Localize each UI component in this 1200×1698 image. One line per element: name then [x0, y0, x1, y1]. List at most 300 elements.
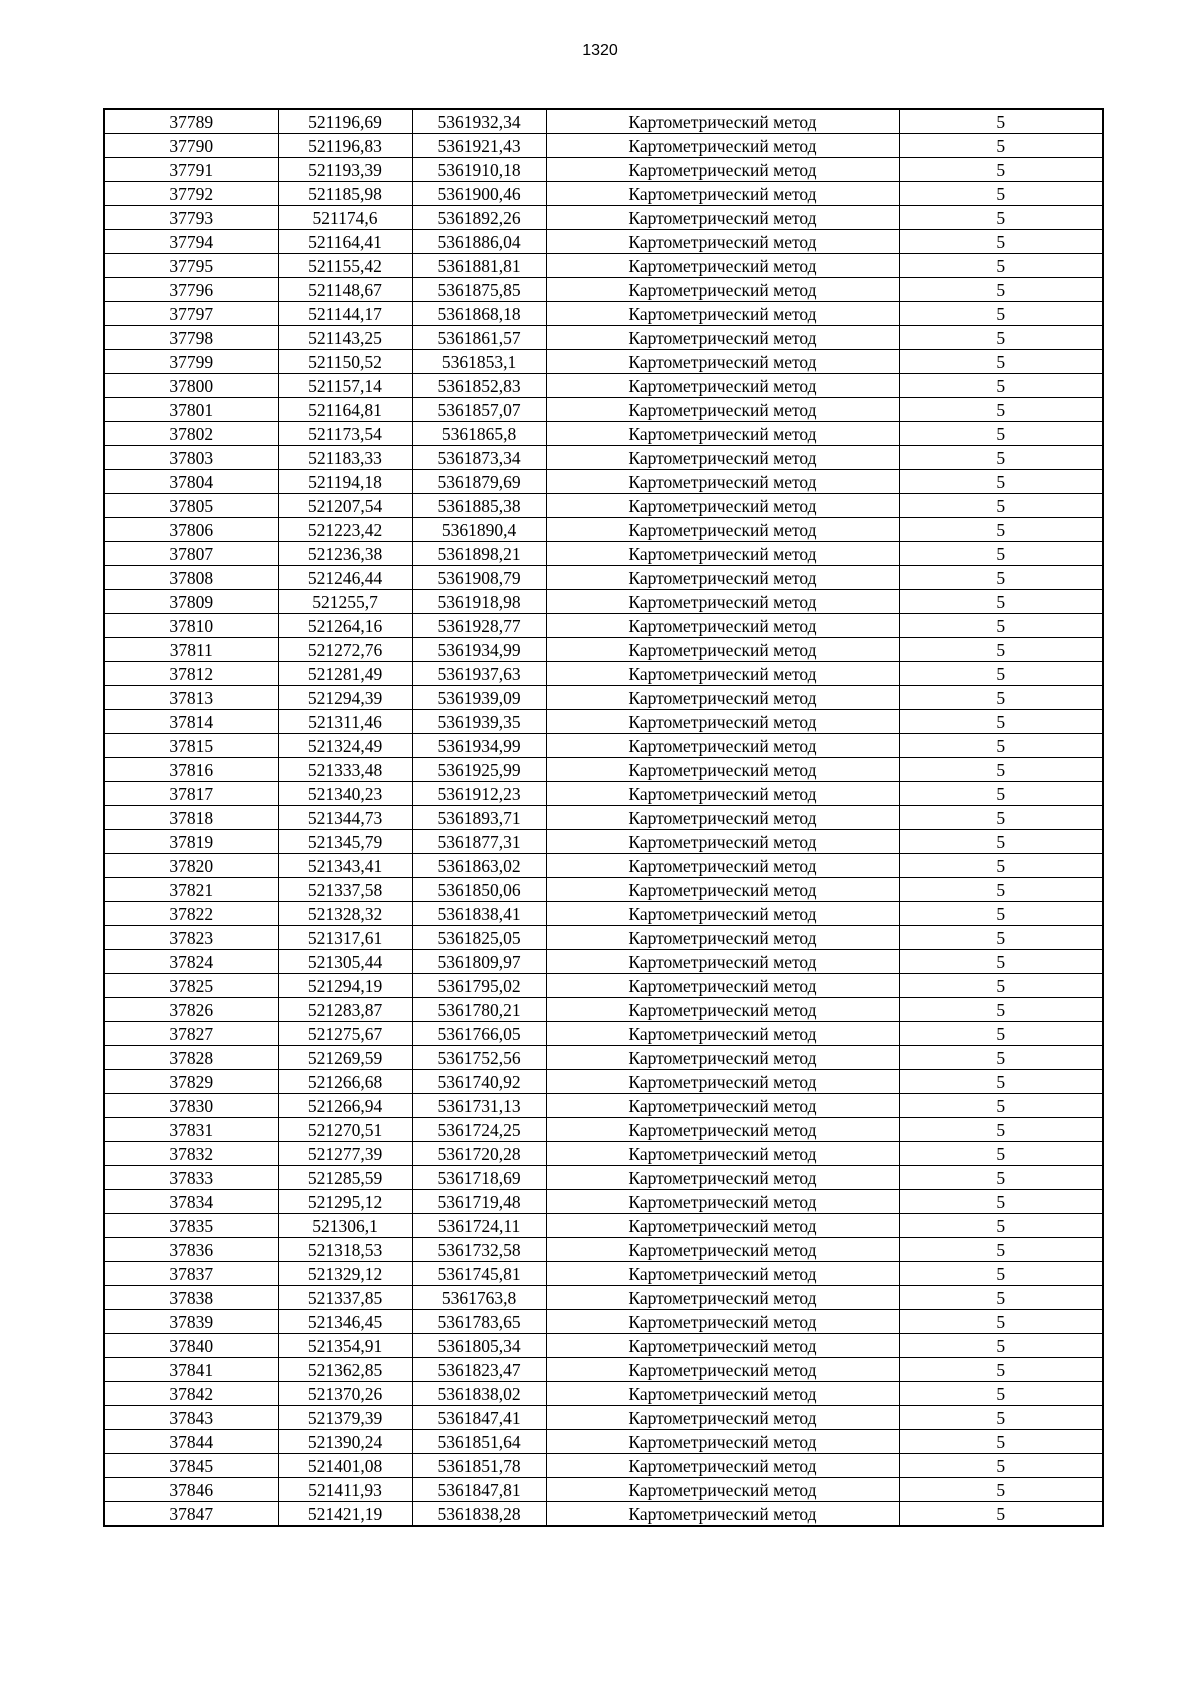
table-row	[104, 1190, 1103, 1214]
x-coordinate-cell: 521283,87	[278, 998, 412, 1022]
x-coordinate-cell: 521193,39	[278, 158, 412, 182]
table-row	[104, 422, 1103, 446]
accuracy-cell: 5	[899, 1406, 1103, 1430]
table-row	[104, 974, 1103, 998]
accuracy-cell: 5	[899, 326, 1103, 350]
method-cell: Картометрический метод	[546, 1358, 899, 1382]
point-number-cell: 37845	[104, 1454, 278, 1478]
accuracy-cell: 5	[899, 974, 1103, 998]
method-cell: Картометрический метод	[546, 710, 899, 734]
point-number-cell: 37791	[104, 158, 278, 182]
y-coordinate-cell: 5361928,77	[412, 614, 546, 638]
table-row	[104, 1142, 1103, 1166]
x-coordinate-cell: 521285,59	[278, 1166, 412, 1190]
x-coordinate-cell: 521411,93	[278, 1478, 412, 1502]
point-number-cell: 37843	[104, 1406, 278, 1430]
method-cell: Картометрический метод	[546, 638, 899, 662]
y-coordinate-cell: 5361732,58	[412, 1238, 546, 1262]
method-cell: Картометрический метод	[546, 782, 899, 806]
method-cell: Картометрический метод	[546, 1262, 899, 1286]
point-number-cell: 37814	[104, 710, 278, 734]
table-row	[104, 1046, 1103, 1070]
point-number-cell: 37802	[104, 422, 278, 446]
point-number-cell: 37829	[104, 1070, 278, 1094]
accuracy-cell: 5	[899, 854, 1103, 878]
table-row	[104, 1022, 1103, 1046]
point-number-cell: 37826	[104, 998, 278, 1022]
method-cell: Картометрический метод	[546, 998, 899, 1022]
method-cell: Картометрический метод	[546, 1310, 899, 1334]
method-cell: Картометрический метод	[546, 109, 899, 134]
accuracy-cell: 5	[899, 1094, 1103, 1118]
method-cell: Картометрический метод	[546, 422, 899, 446]
method-cell: Картометрический метод	[546, 158, 899, 182]
method-cell: Картометрический метод	[546, 206, 899, 230]
method-cell: Картометрический метод	[546, 494, 899, 518]
table-row	[104, 590, 1103, 614]
y-coordinate-cell: 5361731,13	[412, 1094, 546, 1118]
point-number-cell: 37840	[104, 1334, 278, 1358]
method-cell: Картометрический метод	[546, 1214, 899, 1238]
y-coordinate-cell: 5361893,71	[412, 806, 546, 830]
point-number-cell: 37793	[104, 206, 278, 230]
method-cell: Картометрический метод	[546, 1142, 899, 1166]
accuracy-cell: 5	[899, 1286, 1103, 1310]
method-cell: Картометрический метод	[546, 470, 899, 494]
y-coordinate-cell: 5361912,23	[412, 782, 546, 806]
point-number-cell: 37796	[104, 278, 278, 302]
y-coordinate-cell: 5361805,34	[412, 1334, 546, 1358]
point-number-cell: 37803	[104, 446, 278, 470]
point-number-cell: 37830	[104, 1094, 278, 1118]
point-number-cell: 37818	[104, 806, 278, 830]
y-coordinate-cell: 5361868,18	[412, 302, 546, 326]
accuracy-cell: 5	[899, 1334, 1103, 1358]
y-coordinate-cell: 5361886,04	[412, 230, 546, 254]
y-coordinate-cell: 5361863,02	[412, 854, 546, 878]
method-cell: Картометрический метод	[546, 1190, 899, 1214]
y-coordinate-cell: 5361825,05	[412, 926, 546, 950]
point-number-cell: 37808	[104, 566, 278, 590]
x-coordinate-cell: 521344,73	[278, 806, 412, 830]
method-cell: Картометрический метод	[546, 1286, 899, 1310]
point-number-cell: 37804	[104, 470, 278, 494]
table-row	[104, 1478, 1103, 1502]
point-number-cell: 37812	[104, 662, 278, 686]
y-coordinate-cell: 5361900,46	[412, 182, 546, 206]
y-coordinate-cell: 5361873,34	[412, 446, 546, 470]
point-number-cell: 37836	[104, 1238, 278, 1262]
method-cell: Картометрический метод	[546, 182, 899, 206]
accuracy-cell: 5	[899, 518, 1103, 542]
method-cell: Картометрический метод	[546, 350, 899, 374]
point-number-cell: 37828	[104, 1046, 278, 1070]
accuracy-cell: 5	[899, 1454, 1103, 1478]
y-coordinate-cell: 5361885,38	[412, 494, 546, 518]
point-number-cell: 37817	[104, 782, 278, 806]
y-coordinate-cell: 5361857,07	[412, 398, 546, 422]
accuracy-cell: 5	[899, 134, 1103, 158]
x-coordinate-cell: 521255,7	[278, 590, 412, 614]
y-coordinate-cell: 5361937,63	[412, 662, 546, 686]
accuracy-cell: 5	[899, 1190, 1103, 1214]
y-coordinate-cell: 5361823,47	[412, 1358, 546, 1382]
y-coordinate-cell: 5361875,85	[412, 278, 546, 302]
y-coordinate-cell: 5361918,98	[412, 590, 546, 614]
y-coordinate-cell: 5361838,02	[412, 1382, 546, 1406]
x-coordinate-cell: 521401,08	[278, 1454, 412, 1478]
table-row	[104, 1454, 1103, 1478]
table-row	[104, 1238, 1103, 1262]
x-coordinate-cell: 521155,42	[278, 254, 412, 278]
point-number-cell: 37816	[104, 758, 278, 782]
method-cell: Картометрический метод	[546, 542, 899, 566]
point-number-cell: 37811	[104, 638, 278, 662]
table-row	[104, 950, 1103, 974]
point-number-cell: 37801	[104, 398, 278, 422]
y-coordinate-cell: 5361847,41	[412, 1406, 546, 1430]
x-coordinate-cell: 521236,38	[278, 542, 412, 566]
y-coordinate-cell: 5361795,02	[412, 974, 546, 998]
accuracy-cell: 5	[899, 494, 1103, 518]
table-row	[104, 878, 1103, 902]
x-coordinate-cell: 521354,91	[278, 1334, 412, 1358]
table-row	[104, 350, 1103, 374]
x-coordinate-cell: 521337,85	[278, 1286, 412, 1310]
point-number-cell: 37838	[104, 1286, 278, 1310]
accuracy-cell: 5	[899, 1214, 1103, 1238]
x-coordinate-cell: 521333,48	[278, 758, 412, 782]
accuracy-cell: 5	[899, 1382, 1103, 1406]
point-number-cell: 37832	[104, 1142, 278, 1166]
table-row	[104, 158, 1103, 182]
y-coordinate-cell: 5361921,43	[412, 134, 546, 158]
method-cell: Картометрический метод	[546, 302, 899, 326]
accuracy-cell: 5	[899, 1022, 1103, 1046]
x-coordinate-cell: 521183,33	[278, 446, 412, 470]
table-row	[104, 1070, 1103, 1094]
accuracy-cell: 5	[899, 782, 1103, 806]
accuracy-cell: 5	[899, 686, 1103, 710]
method-cell: Картометрический метод	[546, 566, 899, 590]
x-coordinate-cell: 521362,85	[278, 1358, 412, 1382]
table-row	[104, 758, 1103, 782]
table-row	[104, 1430, 1103, 1454]
point-number-cell: 37792	[104, 182, 278, 206]
accuracy-cell: 5	[899, 1502, 1103, 1527]
x-coordinate-cell: 521324,49	[278, 734, 412, 758]
point-number-cell: 37810	[104, 614, 278, 638]
y-coordinate-cell: 5361934,99	[412, 638, 546, 662]
point-number-cell: 37806	[104, 518, 278, 542]
method-cell: Картометрический метод	[546, 1406, 899, 1430]
method-cell: Картометрический метод	[546, 902, 899, 926]
method-cell: Картометрический метод	[546, 1430, 899, 1454]
x-coordinate-cell: 521207,54	[278, 494, 412, 518]
x-coordinate-cell: 521223,42	[278, 518, 412, 542]
method-cell: Картометрический метод	[546, 758, 899, 782]
x-coordinate-cell: 521306,1	[278, 1214, 412, 1238]
accuracy-cell: 5	[899, 302, 1103, 326]
y-coordinate-cell: 5361851,64	[412, 1430, 546, 1454]
method-cell: Картометрический метод	[546, 830, 899, 854]
method-cell: Картометрический метод	[546, 518, 899, 542]
table-row	[104, 374, 1103, 398]
y-coordinate-cell: 5361910,18	[412, 158, 546, 182]
x-coordinate-cell: 521421,19	[278, 1502, 412, 1527]
method-cell: Картометрический метод	[546, 1166, 899, 1190]
accuracy-cell: 5	[899, 1046, 1103, 1070]
point-number-cell: 37798	[104, 326, 278, 350]
accuracy-cell: 5	[899, 398, 1103, 422]
accuracy-cell: 5	[899, 878, 1103, 902]
point-number-cell: 37841	[104, 1358, 278, 1382]
x-coordinate-cell: 521294,19	[278, 974, 412, 998]
point-number-cell: 37800	[104, 374, 278, 398]
x-coordinate-cell: 521295,12	[278, 1190, 412, 1214]
method-cell: Картометрический метод	[546, 1454, 899, 1478]
table-row	[104, 1502, 1103, 1527]
table-row	[104, 1310, 1103, 1334]
table-row	[104, 734, 1103, 758]
y-coordinate-cell: 5361879,69	[412, 470, 546, 494]
y-coordinate-cell: 5361853,1	[412, 350, 546, 374]
y-coordinate-cell: 5361809,97	[412, 950, 546, 974]
accuracy-cell: 5	[899, 1430, 1103, 1454]
y-coordinate-cell: 5361890,4	[412, 518, 546, 542]
x-coordinate-cell: 521264,16	[278, 614, 412, 638]
accuracy-cell: 5	[899, 758, 1103, 782]
x-coordinate-cell: 521266,68	[278, 1070, 412, 1094]
method-cell: Картометрический метод	[546, 1022, 899, 1046]
method-cell: Картометрический метод	[546, 590, 899, 614]
table-row	[104, 614, 1103, 638]
table-row	[104, 470, 1103, 494]
table-row	[104, 1214, 1103, 1238]
method-cell: Картометрический метод	[546, 134, 899, 158]
accuracy-cell: 5	[899, 446, 1103, 470]
y-coordinate-cell: 5361908,79	[412, 566, 546, 590]
method-cell: Картометрический метод	[546, 1238, 899, 1262]
x-coordinate-cell: 521150,52	[278, 350, 412, 374]
accuracy-cell: 5	[899, 830, 1103, 854]
y-coordinate-cell: 5361838,41	[412, 902, 546, 926]
x-coordinate-cell: 521329,12	[278, 1262, 412, 1286]
x-coordinate-cell: 521343,41	[278, 854, 412, 878]
point-number-cell: 37819	[104, 830, 278, 854]
table-row	[104, 182, 1103, 206]
method-cell: Картометрический метод	[546, 254, 899, 278]
point-number-cell: 37847	[104, 1502, 278, 1527]
point-number-cell: 37833	[104, 1166, 278, 1190]
y-coordinate-cell: 5361850,06	[412, 878, 546, 902]
accuracy-cell: 5	[899, 662, 1103, 686]
point-number-cell: 37824	[104, 950, 278, 974]
accuracy-cell: 5	[899, 1358, 1103, 1382]
x-coordinate-cell: 521164,81	[278, 398, 412, 422]
point-number-cell: 37825	[104, 974, 278, 998]
y-coordinate-cell: 5361752,56	[412, 1046, 546, 1070]
table-row	[104, 326, 1103, 350]
y-coordinate-cell: 5361766,05	[412, 1022, 546, 1046]
y-coordinate-cell: 5361780,21	[412, 998, 546, 1022]
table-row	[104, 638, 1103, 662]
x-coordinate-cell: 521345,79	[278, 830, 412, 854]
accuracy-cell: 5	[899, 422, 1103, 446]
x-coordinate-cell: 521317,61	[278, 926, 412, 950]
accuracy-cell: 5	[899, 1238, 1103, 1262]
accuracy-cell: 5	[899, 638, 1103, 662]
y-coordinate-cell: 5361877,31	[412, 830, 546, 854]
x-coordinate-cell: 521196,69	[278, 109, 412, 134]
coordinates-table-body	[104, 109, 1103, 1526]
x-coordinate-cell: 521328,32	[278, 902, 412, 926]
x-coordinate-cell: 521157,14	[278, 374, 412, 398]
accuracy-cell: 5	[899, 710, 1103, 734]
method-cell: Картометрический метод	[546, 1502, 899, 1527]
method-cell: Картометрический метод	[546, 230, 899, 254]
y-coordinate-cell: 5361934,99	[412, 734, 546, 758]
x-coordinate-cell: 521246,44	[278, 566, 412, 590]
table-row	[104, 854, 1103, 878]
x-coordinate-cell: 521173,54	[278, 422, 412, 446]
method-cell: Картометрический метод	[546, 1334, 899, 1358]
table-row	[104, 566, 1103, 590]
accuracy-cell: 5	[899, 998, 1103, 1022]
x-coordinate-cell: 521318,53	[278, 1238, 412, 1262]
point-number-cell: 37823	[104, 926, 278, 950]
x-coordinate-cell: 521337,58	[278, 878, 412, 902]
table-row	[104, 1382, 1103, 1406]
table-row	[104, 926, 1103, 950]
point-number-cell: 37789	[104, 109, 278, 134]
y-coordinate-cell: 5361724,25	[412, 1118, 546, 1142]
table-row	[104, 1166, 1103, 1190]
point-number-cell: 37834	[104, 1190, 278, 1214]
y-coordinate-cell: 5361865,8	[412, 422, 546, 446]
x-coordinate-cell: 521277,39	[278, 1142, 412, 1166]
accuracy-cell: 5	[899, 182, 1103, 206]
accuracy-cell: 5	[899, 278, 1103, 302]
point-number-cell: 37795	[104, 254, 278, 278]
x-coordinate-cell: 521143,25	[278, 326, 412, 350]
x-coordinate-cell: 521174,6	[278, 206, 412, 230]
method-cell: Картометрический метод	[546, 950, 899, 974]
x-coordinate-cell: 521390,24	[278, 1430, 412, 1454]
page-number: 1320	[582, 42, 618, 59]
point-number-cell: 37794	[104, 230, 278, 254]
table-row	[104, 278, 1103, 302]
x-coordinate-cell: 521346,45	[278, 1310, 412, 1334]
method-cell: Картометрический метод	[546, 1070, 899, 1094]
accuracy-cell: 5	[899, 806, 1103, 830]
table-row	[104, 134, 1103, 158]
method-cell: Картометрический метод	[546, 1094, 899, 1118]
y-coordinate-cell: 5361719,48	[412, 1190, 546, 1214]
point-number-cell: 37844	[104, 1430, 278, 1454]
y-coordinate-cell: 5361724,11	[412, 1214, 546, 1238]
accuracy-cell: 5	[899, 206, 1103, 230]
point-number-cell: 37839	[104, 1310, 278, 1334]
x-coordinate-cell: 521311,46	[278, 710, 412, 734]
x-coordinate-cell: 521196,83	[278, 134, 412, 158]
y-coordinate-cell: 5361720,28	[412, 1142, 546, 1166]
method-cell: Картометрический метод	[546, 974, 899, 998]
table-row	[104, 542, 1103, 566]
point-number-cell: 37842	[104, 1382, 278, 1406]
x-coordinate-cell: 521370,26	[278, 1382, 412, 1406]
x-coordinate-cell: 521185,98	[278, 182, 412, 206]
method-cell: Картометрический метод	[546, 854, 899, 878]
y-coordinate-cell: 5361740,92	[412, 1070, 546, 1094]
x-coordinate-cell: 521305,44	[278, 950, 412, 974]
table-row	[104, 998, 1103, 1022]
point-number-cell: 37807	[104, 542, 278, 566]
table-row	[104, 806, 1103, 830]
table-row	[104, 710, 1103, 734]
point-number-cell: 37805	[104, 494, 278, 518]
accuracy-cell: 5	[899, 542, 1103, 566]
table-row	[104, 446, 1103, 470]
accuracy-cell: 5	[899, 1070, 1103, 1094]
point-number-cell: 37797	[104, 302, 278, 326]
y-coordinate-cell: 5361847,81	[412, 1478, 546, 1502]
method-cell: Картометрический метод	[546, 1118, 899, 1142]
accuracy-cell: 5	[899, 1478, 1103, 1502]
accuracy-cell: 5	[899, 109, 1103, 134]
accuracy-cell: 5	[899, 230, 1103, 254]
y-coordinate-cell: 5361898,21	[412, 542, 546, 566]
table-row	[104, 254, 1103, 278]
x-coordinate-cell: 521144,17	[278, 302, 412, 326]
accuracy-cell: 5	[899, 926, 1103, 950]
table-row	[104, 518, 1103, 542]
method-cell: Картометрический метод	[546, 662, 899, 686]
x-coordinate-cell: 521272,76	[278, 638, 412, 662]
point-number-cell: 37837	[104, 1262, 278, 1286]
method-cell: Картометрический метод	[546, 926, 899, 950]
x-coordinate-cell: 521266,94	[278, 1094, 412, 1118]
point-number-cell: 37813	[104, 686, 278, 710]
y-coordinate-cell: 5361939,35	[412, 710, 546, 734]
method-cell: Картометрический метод	[546, 686, 899, 710]
point-number-cell: 37822	[104, 902, 278, 926]
method-cell: Картометрический метод	[546, 446, 899, 470]
point-number-cell: 37815	[104, 734, 278, 758]
point-number-cell: 37827	[104, 1022, 278, 1046]
point-number-cell: 37835	[104, 1214, 278, 1238]
table-row	[104, 1334, 1103, 1358]
point-number-cell: 37821	[104, 878, 278, 902]
table-row	[104, 1094, 1103, 1118]
x-coordinate-cell: 521164,41	[278, 230, 412, 254]
accuracy-cell: 5	[899, 1310, 1103, 1334]
x-coordinate-cell: 521281,49	[278, 662, 412, 686]
method-cell: Картометрический метод	[546, 278, 899, 302]
x-coordinate-cell: 521294,39	[278, 686, 412, 710]
accuracy-cell: 5	[899, 254, 1103, 278]
table-row	[104, 398, 1103, 422]
y-coordinate-cell: 5361925,99	[412, 758, 546, 782]
point-number-cell: 37790	[104, 134, 278, 158]
point-number-cell: 37809	[104, 590, 278, 614]
point-number-cell: 37820	[104, 854, 278, 878]
accuracy-cell: 5	[899, 1142, 1103, 1166]
y-coordinate-cell: 5361881,81	[412, 254, 546, 278]
y-coordinate-cell: 5361851,78	[412, 1454, 546, 1478]
table-row	[104, 662, 1103, 686]
y-coordinate-cell: 5361745,81	[412, 1262, 546, 1286]
